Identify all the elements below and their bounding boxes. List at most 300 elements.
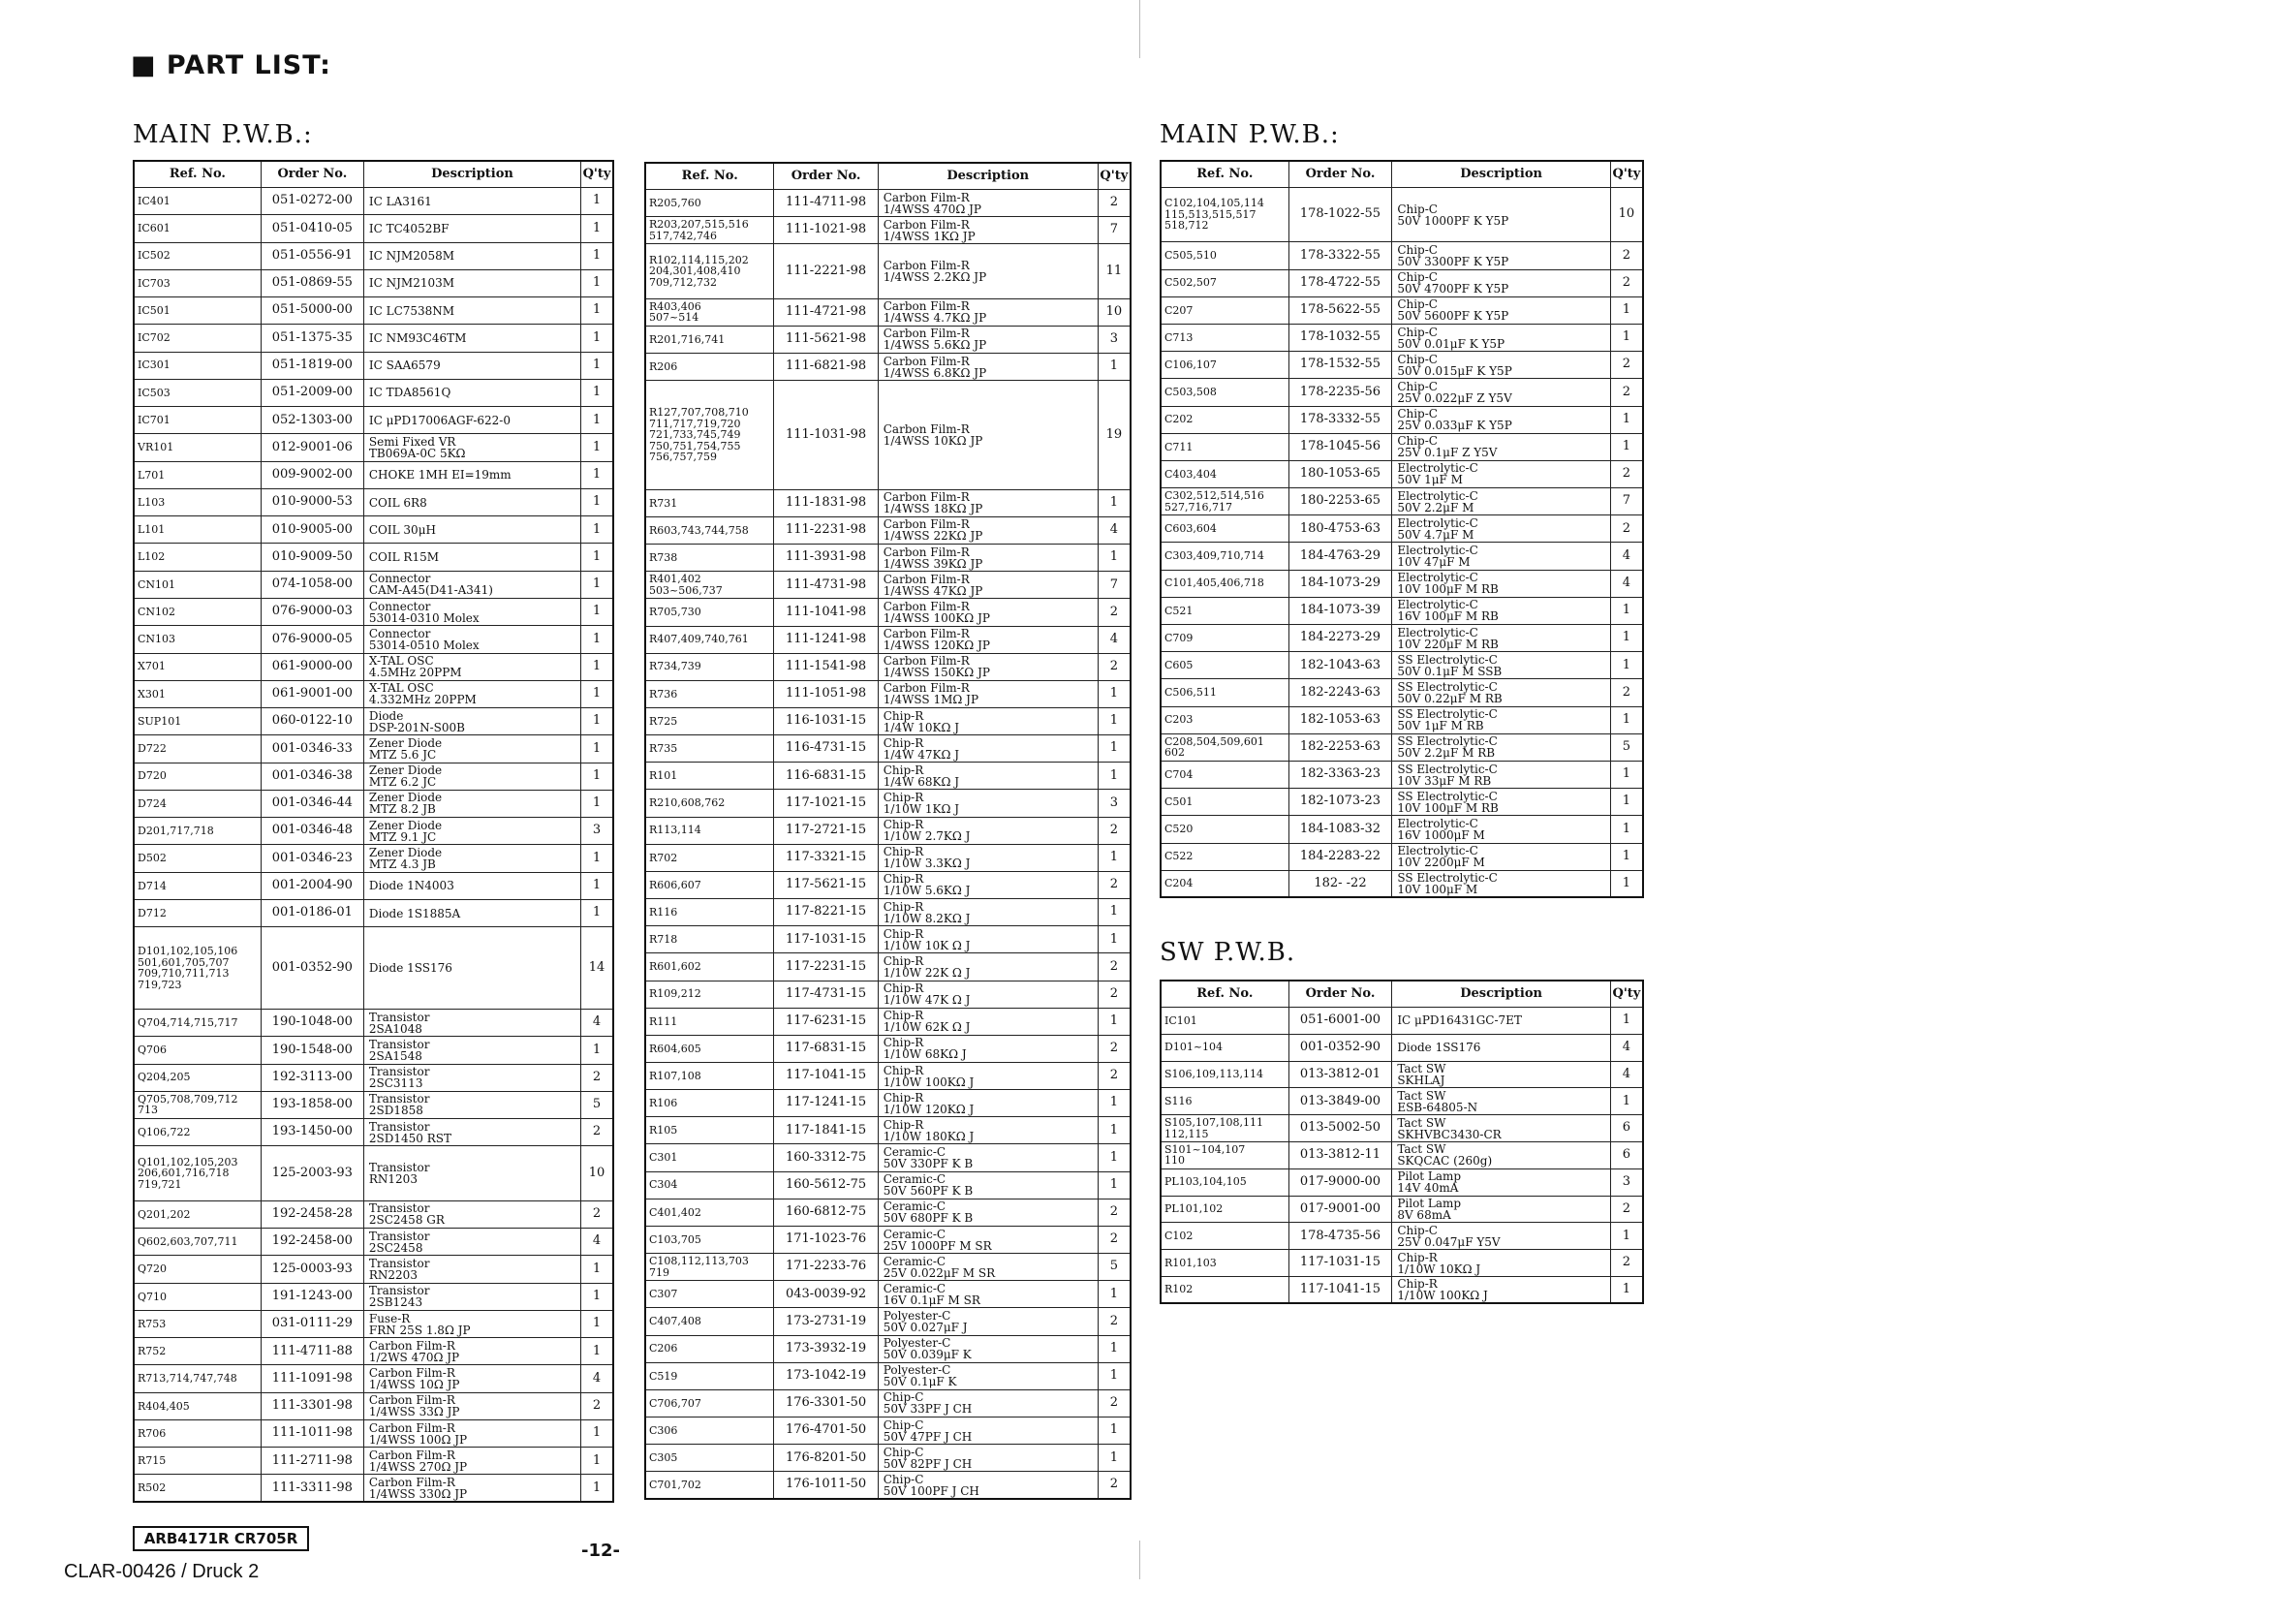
ref-cell — [645, 1008, 774, 1035]
ref-cell-text: C503,508 — [1164, 386, 1217, 399]
table-row — [1161, 406, 1643, 433]
desc-cell — [1392, 1196, 1611, 1223]
desc-cell-text: X-TAL OSC 4.5MHz 20PPM — [368, 654, 462, 680]
order-cell: 001-2004-90 — [261, 872, 363, 899]
desc-cell — [878, 790, 1098, 817]
desc-cell-text: Transistor 2SD1450 RST — [368, 1119, 451, 1145]
desc-cell — [878, 1199, 1098, 1226]
order-cell: 117-3321-15 — [774, 844, 878, 871]
qty-cell: 4 — [581, 1009, 613, 1036]
order-cell: 111-3311-98 — [261, 1475, 363, 1502]
order-cell: 117-1031-15 — [1288, 1250, 1392, 1277]
ref-cell — [134, 680, 261, 707]
table-row — [134, 927, 613, 1010]
qty-cell: 2 — [1098, 1199, 1131, 1226]
desc-cell-text: Electrolytic-C 16V 100μF M RB — [1397, 598, 1499, 624]
ref-cell-text: C203 — [1164, 713, 1194, 727]
col-header-qty: Q'ty — [581, 161, 613, 188]
qty-cell: 1 — [581, 571, 613, 598]
ref-cell — [645, 1254, 774, 1281]
qty-cell: 1 — [1098, 899, 1131, 926]
order-cell: 178-2235-56 — [1288, 379, 1392, 406]
desc-cell-text: Transistor 2SC2458 — [368, 1229, 430, 1255]
order-cell: 051-1819-00 — [261, 352, 363, 379]
ref-cell — [1161, 543, 1288, 570]
desc-cell-text: Carbon Film-R 1/4WSS 330Ω JP — [368, 1475, 468, 1501]
desc-cell-text: Chip-R 1/10W 1KΩ J — [883, 791, 960, 817]
ref-cell — [645, 1445, 774, 1472]
desc-cell-text: IC TDA8561Q — [368, 386, 451, 400]
ref-cell-text: L701 — [138, 468, 166, 482]
desc-cell — [1392, 543, 1611, 570]
col-header-ref: Ref. No. — [1161, 161, 1288, 188]
table-row — [1161, 816, 1643, 843]
desc-cell-text: Carbon Film-R 1/4WSS 10Ω JP — [368, 1366, 460, 1392]
order-cell: 111-5621-98 — [774, 326, 878, 353]
qty-cell: 1 — [581, 735, 613, 763]
order-cell: 117-1031-15 — [774, 926, 878, 953]
desc-cell-text: Electrolytic-C 50V 2.2μF M — [1397, 488, 1478, 514]
ref-cell — [134, 708, 261, 735]
desc-cell — [878, 298, 1098, 326]
ref-cell-text: C701,702 — [649, 1478, 701, 1491]
qty-cell: 1 — [1098, 1418, 1131, 1445]
desc-cell-text: COIL 30μH — [368, 522, 436, 537]
qty-cell: 1 — [1098, 1281, 1131, 1308]
desc-cell-text: Carbon Film-R 1/4WSS 6.8KΩ JP — [883, 354, 987, 380]
ref-cell-text: Q201,202 — [138, 1207, 191, 1221]
qty-cell: 1 — [1098, 735, 1131, 763]
desc-cell-text: Electrolytic-C 10V 47μF M — [1397, 544, 1478, 570]
table-row — [134, 1365, 613, 1392]
ref-cell-text: C521 — [1164, 604, 1194, 617]
qty-cell: 2 — [1098, 1472, 1131, 1499]
ref-cell-text: L102 — [138, 550, 166, 564]
qty-cell: 2 — [1610, 269, 1643, 296]
desc-cell — [878, 1226, 1098, 1253]
ref-cell-text: C502,507 — [1164, 276, 1217, 290]
order-cell: 051-0410-05 — [261, 215, 363, 242]
desc-cell — [363, 352, 580, 379]
desc-cell-text: Chip-C 50V 100PF J CH — [883, 1472, 979, 1498]
ref-cell — [645, 1117, 774, 1144]
desc-cell — [363, 1338, 580, 1365]
desc-cell — [878, 599, 1098, 626]
desc-cell — [878, 817, 1098, 844]
desc-cell — [1392, 1008, 1611, 1035]
parts-table-main-2 — [644, 162, 1132, 1500]
ref-cell-text: C407,408 — [649, 1315, 701, 1328]
ref-cell — [1161, 269, 1288, 296]
desc-cell-text: Electrolytic-C 16V 1000μF M — [1397, 816, 1485, 842]
order-cell: 111-2231-98 — [774, 516, 878, 544]
ref-cell — [134, 188, 261, 215]
desc-cell-text: Tact SW SKQCAC (260g) — [1397, 1142, 1493, 1168]
table-row — [645, 844, 1131, 871]
ref-cell — [645, 763, 774, 790]
qty-cell: 1 — [581, 269, 613, 296]
ref-cell-text: R403,406 507~514 — [649, 299, 701, 325]
table-row — [645, 1362, 1131, 1389]
sw-pwb-title: SW P.W.B. — [1160, 938, 1296, 967]
qty-cell: 1 — [1610, 706, 1643, 733]
desc-cell — [363, 818, 580, 845]
ref-cell — [1161, 1196, 1288, 1223]
order-cell: 051-5000-00 — [261, 297, 363, 325]
ref-cell — [1161, 433, 1288, 460]
qty-cell: 1 — [581, 1283, 613, 1310]
desc-cell — [878, 680, 1098, 707]
order-cell: 017-9000-00 — [1288, 1168, 1392, 1196]
table-row — [1161, 679, 1643, 706]
order-cell: 184-2283-22 — [1288, 843, 1392, 870]
order-cell: 013-3812-01 — [1288, 1061, 1392, 1088]
ref-cell-text: R606,607 — [649, 878, 701, 891]
ref-cell — [1161, 679, 1288, 706]
qty-cell: 5 — [1098, 1254, 1131, 1281]
ref-cell-text: R736 — [649, 687, 678, 701]
order-cell: 171-2233-76 — [774, 1254, 878, 1281]
col-header-qty: Q'ty — [1610, 981, 1643, 1008]
qty-cell: 1 — [581, 488, 613, 515]
desc-cell — [878, 1144, 1098, 1171]
ref-cell-text: C520 — [1164, 823, 1194, 836]
qty-cell: 1 — [1098, 1335, 1131, 1362]
qty-cell: 1 — [1610, 789, 1643, 816]
col-header-order: Order No. — [1288, 981, 1392, 1008]
desc-cell-text: Semi Fixed VR TB069A-0C 5KΩ — [368, 435, 466, 461]
desc-cell-text: Pilot Lamp 14V 40mA — [1397, 1169, 1462, 1196]
ref-cell — [645, 1362, 774, 1389]
ref-cell-text: S116 — [1164, 1095, 1193, 1108]
order-cell: 192-2458-28 — [261, 1200, 363, 1228]
qty-cell: 1 — [581, 325, 613, 352]
ref-cell — [134, 845, 261, 872]
qty-cell: 1 — [581, 516, 613, 544]
order-cell: 173-1042-19 — [774, 1362, 878, 1389]
order-cell: 125-0003-93 — [261, 1256, 363, 1283]
table-row — [1161, 352, 1643, 379]
table-row — [1161, 1008, 1643, 1035]
ref-cell — [645, 1226, 774, 1253]
desc-cell-text: Ceramic-C 50V 330PF K B — [883, 1145, 974, 1171]
desc-cell — [878, 1472, 1098, 1499]
ref-cell — [1161, 379, 1288, 406]
table-row — [134, 735, 613, 763]
table-row — [1161, 1034, 1643, 1061]
qty-cell: 1 — [581, 626, 613, 653]
qty-cell: 2 — [1610, 242, 1643, 269]
table-row — [645, 926, 1131, 953]
table-row — [134, 1119, 613, 1146]
order-cell: 111-1021-98 — [774, 217, 878, 244]
main-pwb-title-right: MAIN P.W.B.: — [1160, 120, 1340, 149]
ref-cell-text: C506,511 — [1164, 686, 1217, 700]
table-row — [134, 1229, 613, 1256]
ref-cell — [1161, 1115, 1288, 1142]
qty-cell: 1 — [581, 708, 613, 735]
desc-cell-text: Chip-R 1/10W 68KΩ J — [883, 1036, 967, 1062]
ref-cell-text: R753 — [138, 1317, 167, 1330]
ref-cell — [645, 1281, 774, 1308]
table-header-row — [645, 163, 1131, 190]
ref-cell — [645, 680, 774, 707]
desc-cell-text: Chip-C 50V 82PF J CH — [883, 1445, 973, 1471]
ref-cell-text: R601,602 — [649, 960, 701, 974]
desc-cell-text: Chip-C 50V 1000PF K Y5P — [1397, 202, 1509, 228]
ref-cell — [1161, 816, 1288, 843]
desc-cell-text: Carbon Film-R 1/4WSS 1KΩ JP — [883, 217, 976, 243]
desc-cell — [363, 407, 580, 434]
table-row — [645, 871, 1131, 898]
qty-cell: 1 — [1610, 433, 1643, 460]
ref-cell — [1161, 515, 1288, 543]
desc-cell — [878, 871, 1098, 898]
ref-cell — [645, 626, 774, 653]
qty-cell: 5 — [581, 1091, 613, 1118]
desc-cell-text: IC LA3161 — [368, 194, 432, 208]
ref-cell-text: R107,108 — [649, 1069, 701, 1082]
desc-cell — [1392, 1141, 1611, 1168]
desc-cell — [363, 899, 580, 926]
ref-cell — [1161, 1276, 1288, 1303]
ref-cell — [1161, 1168, 1288, 1196]
qty-cell: 1 — [1098, 489, 1131, 516]
desc-cell-text: Carbon Film-R 1/4WSS 120KΩ JP — [883, 627, 990, 653]
table-row — [134, 488, 613, 515]
desc-cell — [1392, 761, 1611, 788]
ref-cell — [645, 298, 774, 326]
ref-cell — [645, 244, 774, 298]
order-cell: 111-1031-98 — [774, 381, 878, 490]
qty-cell: 1 — [581, 188, 613, 215]
qty-cell: 1 — [1098, 707, 1131, 734]
table-row — [134, 818, 613, 845]
qty-cell: 1 — [1610, 324, 1643, 351]
ref-cell-text: IC501 — [138, 303, 171, 317]
order-cell: 178-5622-55 — [1288, 296, 1392, 324]
desc-cell-text: Carbon Film-R 1/4WSS 270Ω JP — [368, 1448, 468, 1474]
table-row — [134, 1392, 613, 1419]
table-row — [134, 626, 613, 653]
ref-cell — [1161, 597, 1288, 624]
table-row — [645, 1008, 1131, 1035]
ref-cell — [645, 1090, 774, 1117]
desc-cell-text: Transistor 2SA1548 — [368, 1037, 430, 1063]
part-list-heading: ■ PART LIST: — [131, 50, 331, 80]
qty-cell: 14 — [581, 927, 613, 1010]
ref-cell-text: Q720 — [138, 1262, 168, 1276]
desc-cell — [878, 1117, 1098, 1144]
desc-cell-text: Chip-C 50V 0.015μF K Y5P — [1397, 352, 1512, 378]
ref-cell-text: C103,705 — [649, 1232, 701, 1246]
ref-cell-text: X701 — [138, 660, 166, 673]
qty-cell: 1 — [581, 598, 613, 625]
order-cell: 178-1032-55 — [1288, 324, 1392, 351]
desc-cell — [1392, 324, 1611, 351]
ref-cell — [134, 379, 261, 406]
ref-cell-text: L103 — [138, 495, 166, 509]
ref-cell — [1161, 1223, 1288, 1250]
desc-cell — [363, 872, 580, 899]
desc-cell — [1392, 570, 1611, 597]
ref-cell — [134, 242, 261, 269]
desc-cell-text: SS Electrolytic-C 10V 100μF M — [1397, 871, 1498, 897]
qty-cell: 2 — [1610, 379, 1643, 406]
table-row — [1161, 625, 1643, 652]
table-row — [1161, 706, 1643, 733]
ref-cell-text: R101 — [649, 769, 678, 783]
ref-cell-text: R404,405 — [138, 1399, 190, 1413]
page-number: -12- — [581, 1541, 620, 1561]
desc-cell — [1392, 625, 1611, 652]
table-row — [645, 1445, 1131, 1472]
desc-cell-text: Zener Diode MTZ 6.2 JC — [368, 763, 443, 790]
order-cell: 111-4711-98 — [774, 190, 878, 217]
desc-cell-text: Ceramic-C 50V 560PF K B — [883, 1172, 974, 1199]
desc-cell-text: IC SAA6579 — [368, 358, 441, 373]
table-row — [645, 653, 1131, 680]
table-row — [134, 899, 613, 926]
ref-cell — [645, 353, 774, 380]
desc-cell-text: SS Electrolytic-C 10V 100μF M RB — [1397, 789, 1499, 815]
qty-cell: 2 — [1610, 460, 1643, 487]
ref-cell — [134, 215, 261, 242]
qty-cell: 1 — [1610, 843, 1643, 870]
table-row — [645, 599, 1131, 626]
table-row — [645, 680, 1131, 707]
desc-cell-text: Fuse-R FRN 25S 1.8Ω JP — [368, 1311, 471, 1337]
ref-cell-text: PL103,104,105 — [1164, 1175, 1247, 1189]
desc-cell — [1392, 515, 1611, 543]
qty-cell: 2 — [1610, 1250, 1643, 1277]
ref-cell-text: C305 — [649, 1451, 678, 1465]
ref-cell-text: D712 — [138, 906, 167, 919]
desc-cell-text: Polyester-C 50V 0.1μF K — [883, 1363, 957, 1389]
ref-cell-text: Q204,205 — [138, 1071, 191, 1084]
ref-cell — [645, 844, 774, 871]
ref-cell-text: R201,716,741 — [649, 332, 726, 346]
order-cell: 178-1045-56 — [1288, 433, 1392, 460]
ref-cell-text: IC502 — [138, 249, 171, 263]
table-row — [645, 298, 1131, 326]
desc-cell — [363, 1310, 580, 1337]
desc-cell-text: Tact SW ESB-64805-N — [1397, 1088, 1478, 1114]
qty-cell: 1 — [581, 653, 613, 680]
desc-cell — [878, 899, 1098, 926]
qty-cell: 1 — [581, 1475, 613, 1502]
desc-cell — [363, 1091, 580, 1118]
desc-cell-text: Diode 1N4003 — [368, 879, 454, 893]
desc-cell — [878, 926, 1098, 953]
desc-cell-text: SS Electrolytic-C 10V 33μF M RB — [1397, 762, 1498, 788]
table-row — [645, 1090, 1131, 1117]
qty-cell: 1 — [1098, 545, 1131, 572]
order-cell: 176-8201-50 — [774, 1445, 878, 1472]
table-row — [645, 1254, 1131, 1281]
desc-cell — [1392, 406, 1611, 433]
ref-cell-text: R205,760 — [649, 196, 701, 209]
order-cell: 117-8221-15 — [774, 899, 878, 926]
qty-cell: 1 — [581, 1256, 613, 1283]
desc-cell — [878, 1063, 1098, 1090]
order-cell: 173-3932-19 — [774, 1335, 878, 1362]
order-cell: 111-4721-98 — [774, 298, 878, 326]
table-row — [645, 1063, 1131, 1090]
ref-cell — [1161, 242, 1288, 269]
qty-cell: 1 — [1098, 763, 1131, 790]
desc-cell — [878, 572, 1098, 599]
ref-cell — [134, 1419, 261, 1447]
order-cell: 111-3931-98 — [774, 545, 878, 572]
qty-cell: 1 — [1098, 1445, 1131, 1472]
order-cell: 060-0122-10 — [261, 708, 363, 735]
table-row — [134, 1146, 613, 1201]
table-row — [645, 707, 1131, 734]
desc-cell-text: Chip-R 1/4W 47KΩ J — [883, 735, 960, 762]
desc-cell-text: Zener Diode MTZ 8.2 JB — [368, 791, 443, 817]
ref-cell-text: R752 — [138, 1345, 167, 1358]
desc-cell-text: Chip-R 1/10W 2.7KΩ J — [883, 818, 971, 844]
qty-cell: 4 — [581, 1229, 613, 1256]
ref-cell — [1161, 843, 1288, 870]
col-header-desc: Description — [363, 161, 580, 188]
table-row — [134, 352, 613, 379]
ref-cell — [645, 1144, 774, 1171]
qty-cell: 1 — [1098, 1117, 1131, 1144]
order-cell: 001-0186-01 — [261, 899, 363, 926]
desc-cell-text: IC NJM2058M — [368, 249, 455, 264]
order-cell: 190-1548-00 — [261, 1037, 363, 1064]
ref-cell — [1161, 706, 1288, 733]
table-row — [1161, 1168, 1643, 1196]
desc-cell — [1392, 816, 1611, 843]
desc-cell — [363, 626, 580, 653]
parts-table-main-1 — [133, 160, 614, 1503]
qty-cell: 1 — [581, 1310, 613, 1337]
desc-cell-text: Chip-C 50V 4700PF K Y5P — [1397, 270, 1509, 296]
desc-cell-text: Electrolytic-C 50V 4.7μF M — [1397, 515, 1478, 542]
order-cell: 111-1241-98 — [774, 626, 878, 653]
ref-cell — [645, 1335, 774, 1362]
ref-cell — [134, 516, 261, 544]
desc-cell-text: IC μPD17006AGF-622-0 — [368, 413, 511, 427]
desc-cell-text: Transistor RN2203 — [368, 1256, 430, 1282]
table-row — [134, 242, 613, 269]
table-row — [645, 735, 1131, 763]
desc-cell-text: Ceramic-C 16V 0.1μF M SR — [883, 1281, 980, 1307]
order-cell: 178-3322-55 — [1288, 242, 1392, 269]
qty-cell: 2 — [1098, 1035, 1131, 1062]
ref-cell-text: R101,103 — [1164, 1256, 1217, 1269]
desc-cell — [878, 763, 1098, 790]
desc-cell — [1392, 706, 1611, 733]
ref-cell-text: C403,404 — [1164, 467, 1217, 481]
order-cell: 111-2711-98 — [261, 1448, 363, 1475]
ref-cell-text: S105,107,108,111 112,115 — [1164, 1116, 1264, 1140]
ref-cell-text: R706 — [138, 1426, 167, 1440]
desc-cell-text: Carbon Film-R 1/4WSS 47KΩ JP — [883, 572, 983, 598]
desc-cell — [363, 680, 580, 707]
desc-cell — [878, 1445, 1098, 1472]
qty-cell: 1 — [1098, 1362, 1131, 1389]
qty-cell: 1 — [1098, 353, 1131, 380]
table-row — [645, 626, 1131, 653]
print-reference: CLAR-00426 / Druck 2 — [64, 1561, 260, 1582]
table-row — [1161, 515, 1643, 543]
qty-cell: 1 — [1610, 597, 1643, 624]
order-cell: 013-5002-50 — [1288, 1115, 1392, 1142]
